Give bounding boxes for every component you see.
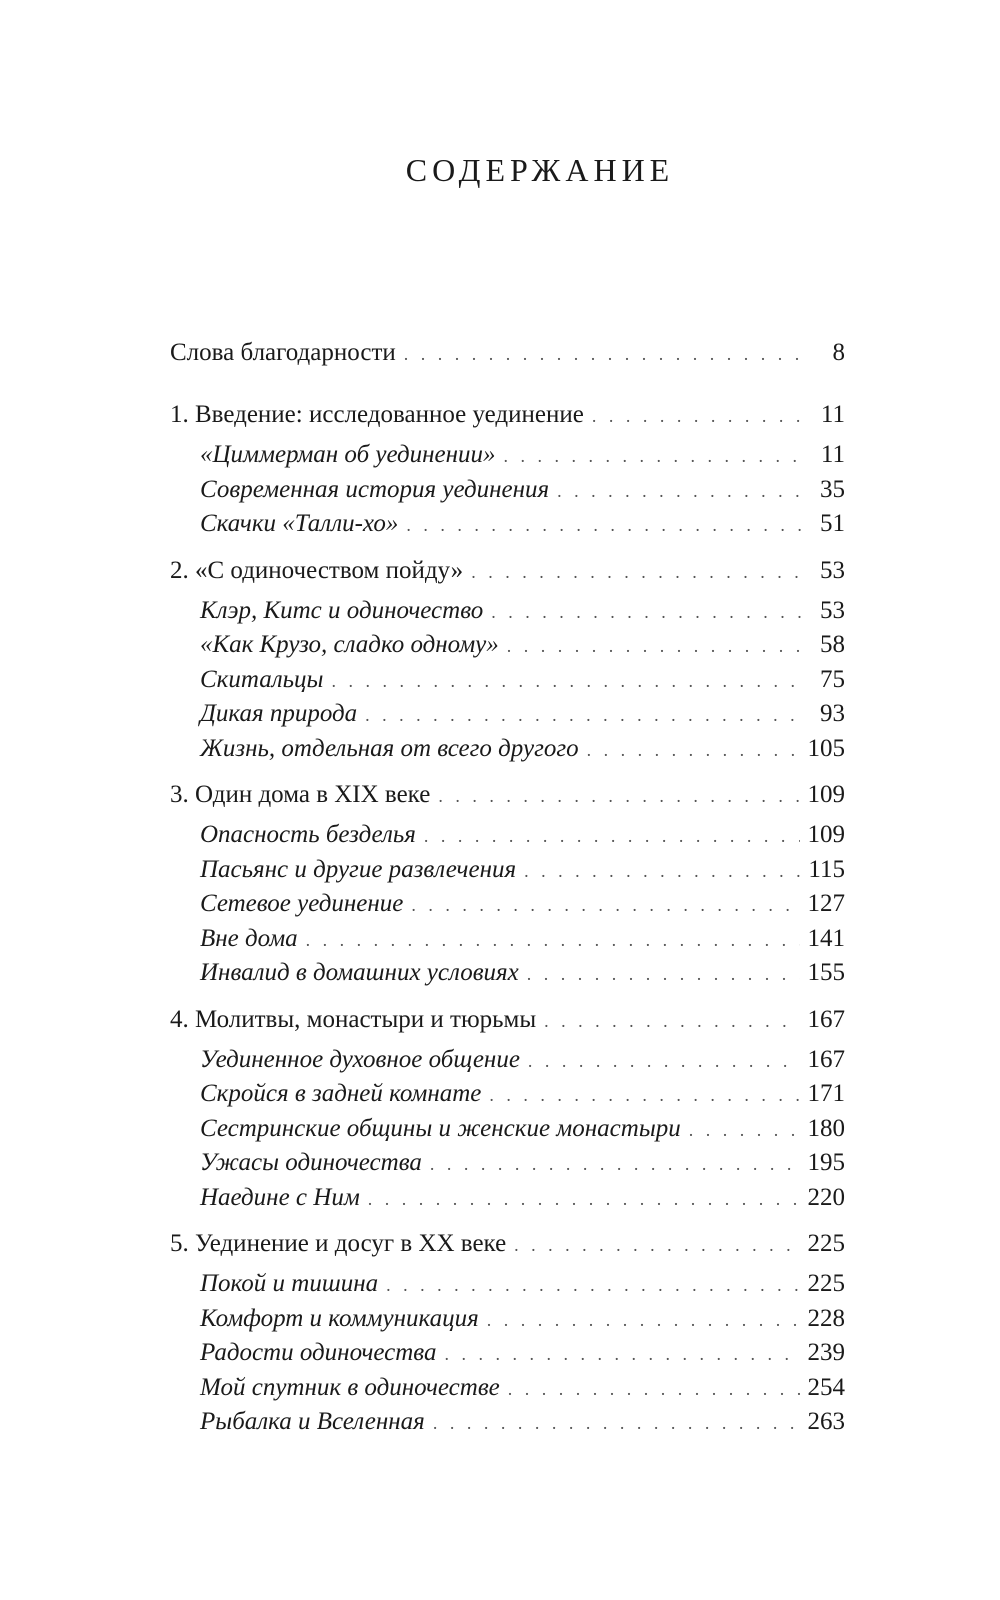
page-number: 254 xyxy=(807,1373,845,1401)
toc-subsection-entry[interactable] xyxy=(170,732,845,767)
page-number: 195 xyxy=(807,1149,845,1176)
toc-subsection-entry[interactable] xyxy=(170,887,845,922)
entry-title: Рыбалка и Вселенная xyxy=(200,1408,425,1435)
page-number: 167 xyxy=(807,1005,845,1033)
toc-section xyxy=(170,1227,845,1440)
chapter-number: 3. xyxy=(170,781,195,808)
entry-title: Один дома в XIX веке xyxy=(195,781,431,808)
entry-title: Молитвы, монастыри и тюрьмы xyxy=(195,1005,537,1033)
toc-subsection-entry[interactable] xyxy=(170,922,845,957)
toc-subsection-entry[interactable] xyxy=(170,1043,845,1078)
chapter-number: 4. xyxy=(170,1005,195,1033)
toc-subsection-entry[interactable] xyxy=(170,438,845,473)
dot-leader xyxy=(365,698,801,732)
dot-leader xyxy=(386,1268,799,1302)
toc-subsection-entry[interactable] xyxy=(170,507,845,542)
dot-leader xyxy=(489,1078,799,1112)
dot-leader xyxy=(406,508,801,542)
page-title: СОДЕРЖАНИЕ xyxy=(405,152,675,188)
entry-title: Клэр, Китс и одиночество xyxy=(200,596,484,624)
toc-subsection-entry[interactable] xyxy=(170,1181,845,1216)
entry-title: «Циммерман об уединении» xyxy=(200,441,496,468)
dot-leader xyxy=(471,555,801,589)
toc-subsection-entry[interactable] xyxy=(170,1371,845,1406)
entry-title: Наедине с Ним xyxy=(200,1183,360,1211)
entry-title: Радости одиночества xyxy=(200,1339,437,1366)
entry-title: Сетевое уединение xyxy=(200,890,404,917)
entry-title: Пасьянс и другие развлечения xyxy=(200,855,517,883)
page-number: 225 xyxy=(807,1230,845,1257)
entry-title: Уединенное духовное общение xyxy=(200,1045,520,1073)
dot-leader xyxy=(331,664,801,698)
entry-title: «С одиночеством пойду» xyxy=(195,556,464,584)
dot-leader xyxy=(527,957,800,991)
toc-section xyxy=(170,778,845,991)
toc-subsection-entry[interactable] xyxy=(170,1146,845,1181)
dot-leader xyxy=(424,819,800,853)
toc-subsection-entry[interactable] xyxy=(170,956,845,991)
entry-title: Ужасы одиночества xyxy=(200,1149,422,1176)
page-number: 58 xyxy=(820,631,845,658)
toc-section xyxy=(170,336,845,376)
toc-chapter-entry[interactable] xyxy=(170,778,845,818)
entry-title: Скитальцы xyxy=(200,665,324,693)
toc-section xyxy=(170,398,845,542)
entry-title: «Как Крузо, сладко одному» xyxy=(200,631,499,658)
entry-title: Вне дома xyxy=(200,924,298,952)
toc-subsection-entry[interactable] xyxy=(170,1112,845,1147)
toc-subsection-entry[interactable] xyxy=(170,594,845,629)
page-number: 93 xyxy=(820,700,845,727)
dot-leader xyxy=(438,779,799,813)
page-number: 51 xyxy=(820,510,845,537)
entry-title: Дикая природа xyxy=(200,700,358,727)
dot-leader xyxy=(557,474,801,508)
dot-leader xyxy=(508,1372,800,1406)
page-number: 115 xyxy=(808,855,845,883)
page-number: 11 xyxy=(820,401,845,428)
dot-leader xyxy=(504,439,801,473)
page-number: 171 xyxy=(807,1080,845,1107)
page-number: 155 xyxy=(807,959,845,986)
dot-leader xyxy=(524,854,800,888)
page-number: 53 xyxy=(820,596,845,624)
page-number: 239 xyxy=(807,1339,845,1366)
toc-subsection-entry[interactable] xyxy=(170,1336,845,1371)
page-number: 127 xyxy=(807,890,845,917)
entry-title: Уединение и досуг в XX веке xyxy=(195,1230,507,1257)
entry-title: Сестринские общины и женские монастыри xyxy=(200,1114,681,1142)
page-number: 220 xyxy=(807,1183,845,1211)
table-of-contents xyxy=(170,336,845,1452)
page-number: 263 xyxy=(807,1408,845,1435)
toc-subsection-entry[interactable] xyxy=(170,1405,845,1440)
dot-leader xyxy=(507,629,801,663)
dot-leader xyxy=(689,1113,800,1147)
page-number: 8 xyxy=(832,339,845,366)
entry-title: Инвалид в домашних условиях xyxy=(200,959,519,986)
chapter-number: 2. xyxy=(170,556,195,584)
page-number: 167 xyxy=(807,1045,845,1073)
page-number: 109 xyxy=(807,821,845,848)
entry-title: Современная история уединения xyxy=(200,475,550,503)
dot-leader xyxy=(592,399,801,433)
dot-leader xyxy=(404,337,801,371)
toc-subsection-entry[interactable] xyxy=(170,697,845,732)
toc-subsection-entry[interactable] xyxy=(170,818,845,853)
dot-leader xyxy=(433,1406,800,1440)
page-number: 53 xyxy=(820,556,845,584)
page-number: 75 xyxy=(820,665,845,693)
dot-leader xyxy=(587,733,800,767)
entry-title: Комфорт и коммуникация xyxy=(200,1304,479,1332)
chapter-number: 1. xyxy=(170,401,195,428)
entry-title: Введение: исследованное уединение xyxy=(195,401,584,428)
toc-chapter-entry[interactable] xyxy=(170,1003,845,1043)
toc-chapter-entry[interactable] xyxy=(170,554,845,594)
page-number: 11 xyxy=(820,441,845,468)
entry-title: Скройся в задней комнате xyxy=(200,1080,482,1107)
toc-subsection-entry[interactable] xyxy=(170,663,845,698)
page-number: 141 xyxy=(807,924,845,952)
toc-subsection-entry[interactable] xyxy=(170,1302,845,1337)
dot-leader xyxy=(487,1303,800,1337)
toc-subsection-entry[interactable] xyxy=(170,628,845,663)
page-number: 109 xyxy=(807,781,845,808)
page-number: 35 xyxy=(820,475,845,503)
dot-leader xyxy=(544,1004,799,1038)
dot-leader xyxy=(491,595,801,629)
entry-title: Покой и тишина xyxy=(200,1270,379,1297)
entry-title: Скачки «Талли-хо» xyxy=(200,510,399,537)
entry-title: Мой спутник в одиночестве xyxy=(200,1373,500,1401)
entry-title: Слова благодарности xyxy=(170,339,396,366)
toc-section xyxy=(170,554,845,767)
dot-leader xyxy=(444,1337,799,1371)
dot-leader xyxy=(411,888,799,922)
dot-leader xyxy=(430,1147,800,1181)
chapter-number: 5. xyxy=(170,1230,195,1257)
toc-chapter-entry[interactable] xyxy=(170,398,845,438)
dot-leader xyxy=(528,1044,800,1078)
page-number: 228 xyxy=(807,1304,845,1332)
dot-leader xyxy=(514,1228,799,1262)
entry-title: Жизнь, отдельная от всего другого xyxy=(200,734,579,762)
dot-leader xyxy=(368,1182,800,1216)
toc-subsection-entry[interactable] xyxy=(170,853,845,888)
toc-subsection-entry[interactable] xyxy=(170,1077,845,1112)
toc-subsection-entry[interactable] xyxy=(170,473,845,508)
dot-leader xyxy=(306,923,800,957)
toc-subsection-entry[interactable] xyxy=(170,1267,845,1302)
toc-section xyxy=(170,1003,845,1216)
page-number: 225 xyxy=(807,1270,845,1297)
page-number: 105 xyxy=(807,734,845,762)
page-number: 180 xyxy=(807,1114,845,1142)
toc-chapter-entry[interactable] xyxy=(170,1227,845,1267)
entry-title: Опасность безделья xyxy=(200,821,416,848)
toc-chapter-entry[interactable] xyxy=(170,336,845,376)
